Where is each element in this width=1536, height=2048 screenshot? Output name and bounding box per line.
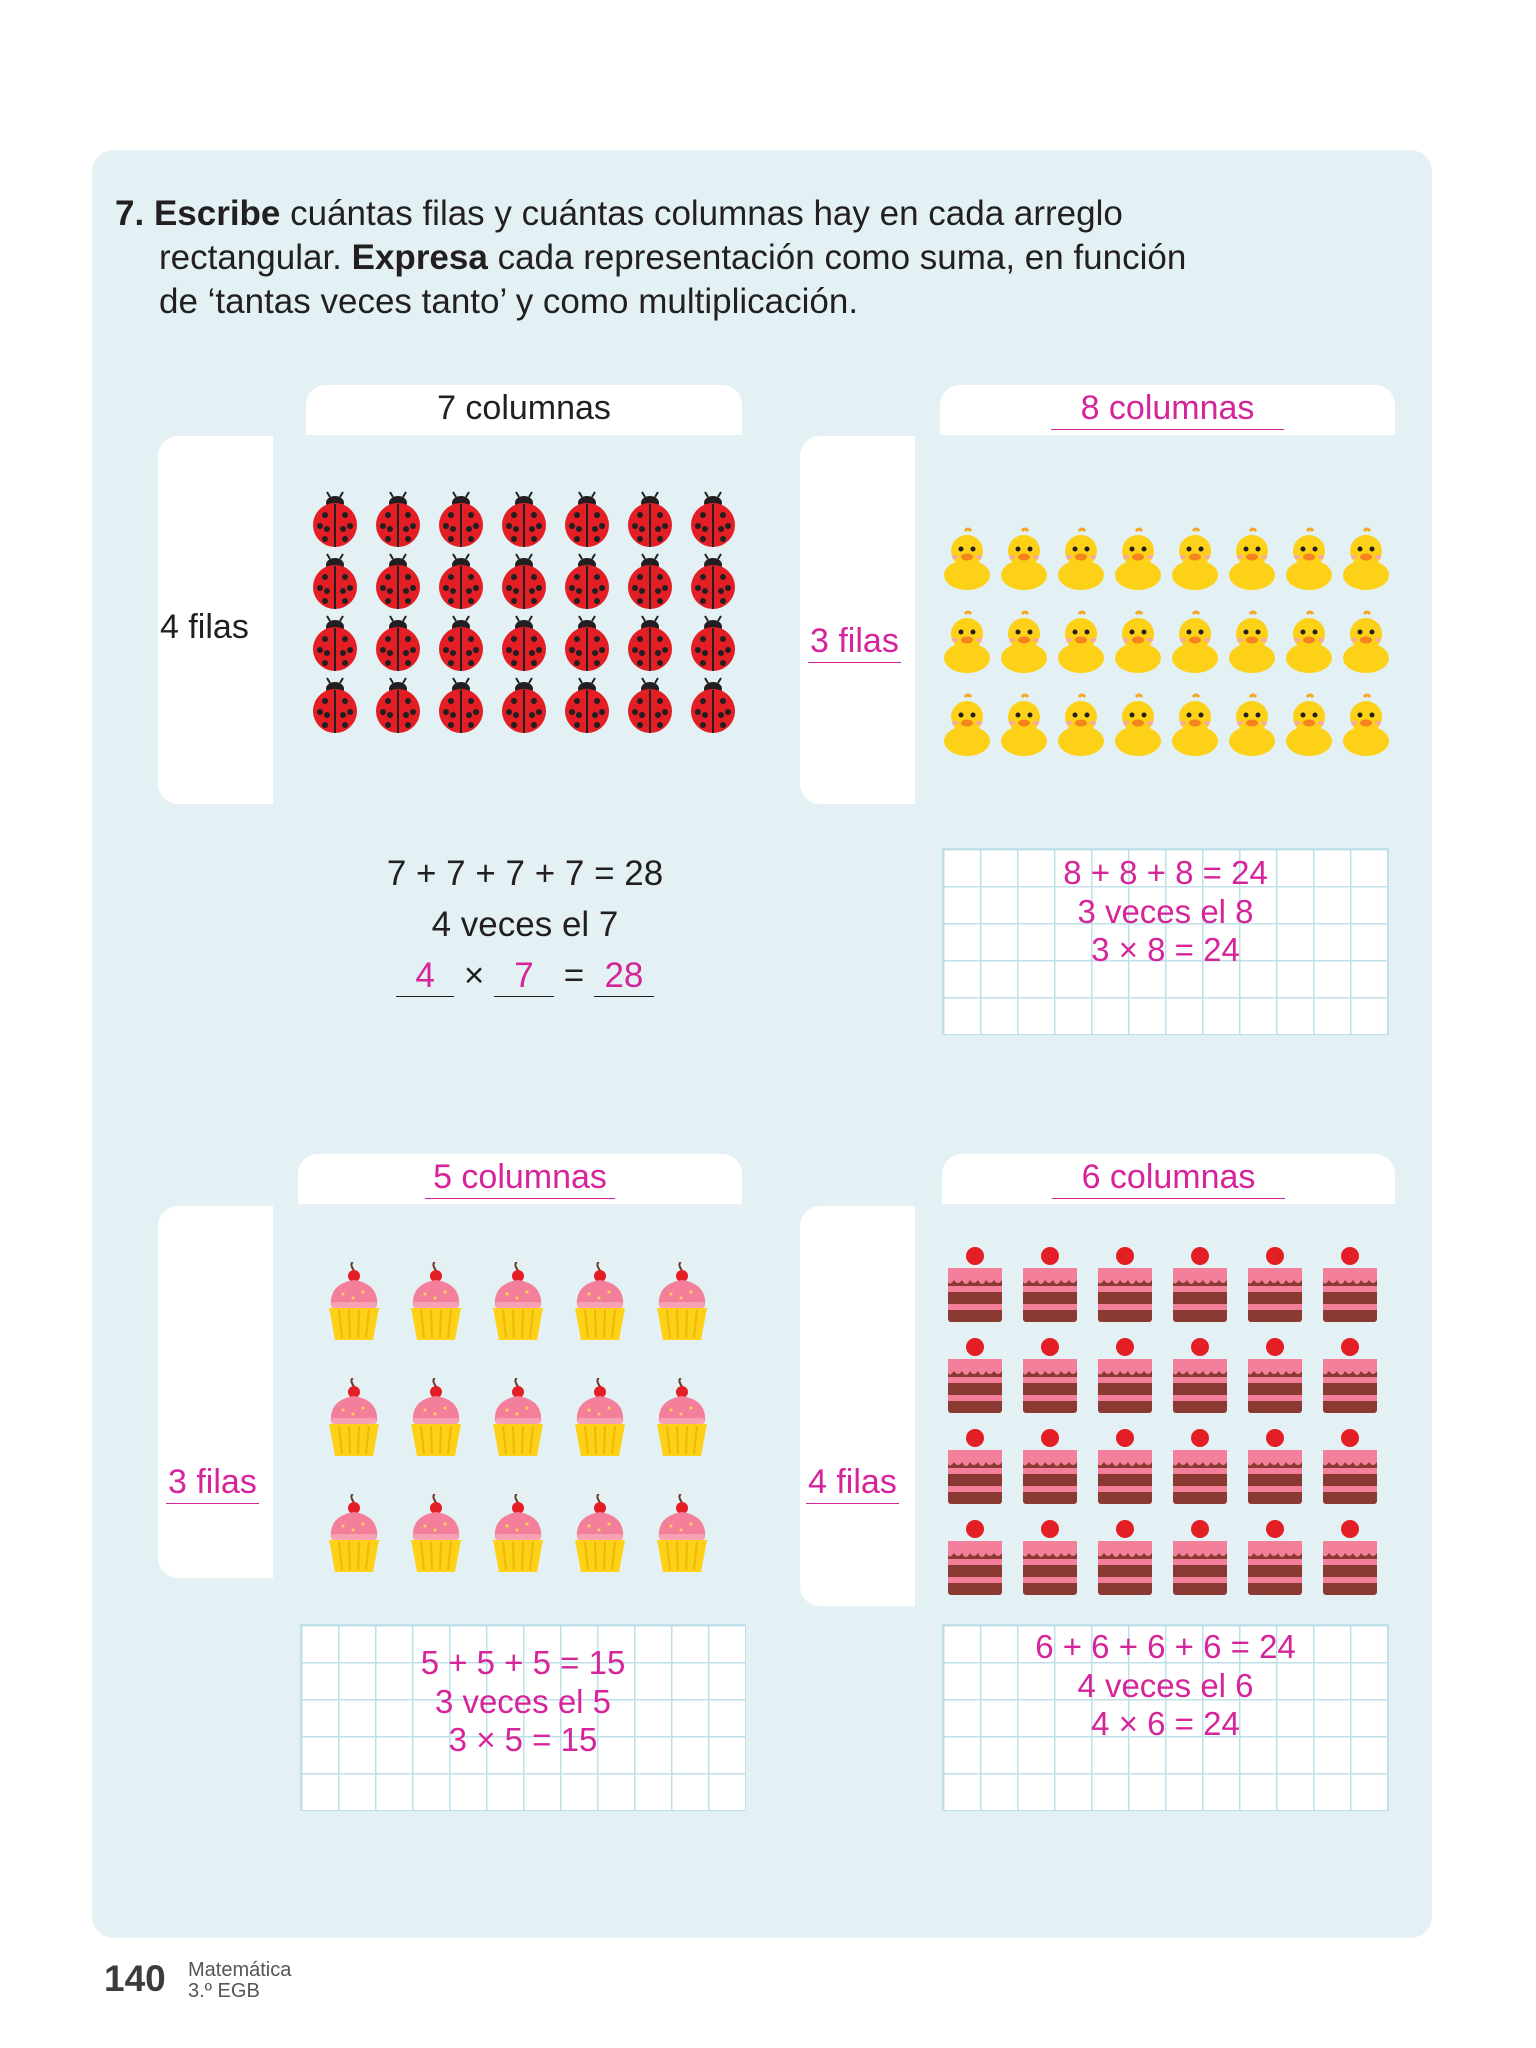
columns-tab-ducks [940,385,1395,435]
cupcake-icon [489,1262,571,1378]
ladybug-icon [687,491,750,553]
duck-icon [941,610,998,693]
ladybug-icon [624,615,687,677]
mult-result[interactable]: 28 [594,956,654,997]
rows-side-cakes [800,1206,915,1606]
answer-ducks [942,854,1389,970]
ladybug-icon [372,553,435,615]
duck-icon [1112,610,1169,693]
duck-icon [1340,527,1397,610]
sum-expression: 8 + 8 + 8 = 24 [1063,854,1268,891]
rows-label: 4 filas [160,608,249,646]
times-phrase: 3 veces el 5 [434,1682,612,1720]
ladybug-icon [309,553,372,615]
columns-label[interactable]: 8 columnas [1051,389,1285,430]
multiplication-expression: 4 × 6 = 24 [1091,1705,1240,1742]
mult-sign: × [463,956,485,995]
columns-tab-cupcakes [298,1154,742,1204]
ladybug-icon [309,491,372,553]
duck-icon [1112,693,1169,776]
multiplication-expression: 3 × 8 = 24 [1091,931,1240,968]
duck-array [941,527,1397,776]
cake-slice-icon [1171,1246,1246,1337]
rows-label[interactable]: 4 filas [806,1463,899,1504]
cake-slice-icon [1246,1428,1321,1519]
duck-icon [941,527,998,610]
cupcake-icon [571,1262,653,1378]
duck-icon [1055,693,1112,776]
cake-slice-icon [1246,1519,1321,1610]
duck-icon [1169,693,1226,776]
instruction-verb-expresa: Expresa [351,238,488,277]
sum-expression: 5 + 5 + 5 = 15 [420,1644,626,1681]
duck-icon [1226,527,1283,610]
cupcake-icon [571,1378,653,1494]
exercise-number: 7. [115,194,145,233]
ladybug-icon [498,553,561,615]
ladybug-icon [435,553,498,615]
ladybug-icon [561,677,624,739]
cupcake-icon [407,1262,489,1378]
cake-slice-icon [1021,1246,1096,1337]
cupcake-icon [407,1494,489,1610]
cake-slice-icon [1321,1519,1396,1610]
multiplication-expression [330,950,720,1001]
duck-icon [1169,610,1226,693]
answer-cupcakes [300,1644,746,1760]
ladybug-icon [687,677,750,739]
instruction-text-3: cada representación como suma, en función [487,238,1187,277]
times-phrase: 4 veces el 7 [431,905,619,944]
duck-icon [1226,610,1283,693]
cupcake-icon [653,1494,735,1610]
cake-slice-icon [1096,1519,1171,1610]
ladybug-icon [561,615,624,677]
cake-slice-icon [946,1337,1021,1428]
ladybug-icon [435,491,498,553]
ladybug-icon [372,677,435,739]
ladybug-icon [624,553,687,615]
cupcake-icon [571,1494,653,1610]
sum-expression: 7 + 7 + 7 + 7 = 28 [386,854,664,893]
cupcake-icon [653,1262,735,1378]
ladybug-array [309,491,750,739]
duck-icon [1283,693,1340,776]
duck-icon [1283,610,1340,693]
duck-icon [1055,527,1112,610]
cake-slice-icon [1171,1337,1246,1428]
ladybug-icon [309,677,372,739]
exercise-instruction [115,192,1375,324]
instruction-text-4: de ‘tantas veces tanto’ y como multiplicación. [159,282,859,321]
duck-icon [941,693,998,776]
duck-icon [1340,610,1397,693]
duck-icon [1112,527,1169,610]
ladybug-icon [435,677,498,739]
cupcake-icon [325,1378,407,1494]
rows-label[interactable]: 3 filas [808,622,901,663]
duck-icon [1169,527,1226,610]
columns-label[interactable]: 5 columnas [425,1158,615,1199]
cake-slice-icon [1321,1246,1396,1337]
ladybug-icon [498,615,561,677]
ladybug-icon [561,491,624,553]
subject-name: Matemática [188,1959,292,1981]
cake-slice-icon [1096,1246,1171,1337]
ladybug-icon [687,615,750,677]
rows-side-ducks [800,436,915,804]
columns-tab-ladybugs [306,385,742,435]
instruction-text-1: cuántas filas y cuántas columnas hay en cada arreglo [280,194,1123,233]
page-number: 140 [104,1958,166,1999]
columns-tab-cakes [942,1154,1395,1204]
ladybug-icon [435,615,498,677]
cake-slice-icon [1021,1428,1096,1519]
duck-icon [998,610,1055,693]
duck-icon [1283,527,1340,610]
rows-label-wrap [806,1463,899,1504]
duck-icon [1340,693,1397,776]
cake-slice-icon [946,1246,1021,1337]
ladybug-icon [498,677,561,739]
columns-label: 7 columnas [437,389,611,427]
ladybug-icon [498,491,561,553]
cake-slice-icon [1021,1337,1096,1428]
ladybug-icon [561,553,624,615]
footer-book-info [188,1960,291,2002]
cake-slice-icon [946,1519,1021,1610]
cake-slice-icon [1096,1428,1171,1519]
cake-slice-icon [1246,1337,1321,1428]
instruction-verb-escribe: Escribe [153,194,281,233]
mult-factor-a[interactable]: 4 [396,956,454,997]
cake-slice-icon [946,1428,1021,1519]
ladybug-icon [372,491,435,553]
cupcake-icon [325,1262,407,1378]
cake-slice-icon [1321,1337,1396,1428]
duck-icon [1055,610,1112,693]
cupcake-array [325,1262,735,1610]
cupcake-icon [653,1378,735,1494]
rows-label-wrap [166,1463,259,1504]
duck-icon [998,527,1055,610]
columns-label[interactable]: 6 columnas [1052,1158,1286,1199]
ladybug-icon [624,491,687,553]
ladybug-icon [372,615,435,677]
equals-sign: = [563,956,585,995]
ladybug-icon [624,677,687,739]
mult-factor-b[interactable]: 7 [494,956,554,997]
cupcake-icon [325,1494,407,1610]
ladybug-icon [687,553,750,615]
grade-level: 3.º EGB [188,1980,260,2002]
cake-slice-icon [1096,1337,1171,1428]
cake-slice-icon [1171,1519,1246,1610]
multiplication-expression: 3 × 5 = 15 [448,1721,598,1758]
times-phrase: 4 veces el 6 [1077,1666,1254,1704]
cake-slice-icon [1021,1519,1096,1610]
cake-slice-icon [1321,1428,1396,1519]
rows-label[interactable]: 3 filas [166,1463,259,1504]
duck-icon [1226,693,1283,776]
rows-label-wrap [808,622,901,663]
cupcake-icon [407,1378,489,1494]
rows-side-cupcakes [158,1206,273,1578]
sum-expression: 6 + 6 + 6 + 6 = 24 [1035,1628,1296,1665]
cake-slice-array [946,1246,1396,1610]
cupcake-icon [489,1494,571,1610]
cake-slice-icon [1246,1246,1321,1337]
answer-cakes [942,1628,1389,1744]
times-phrase: 3 veces el 8 [1077,892,1254,930]
cake-slice-icon [1171,1428,1246,1519]
answer-ladybugs [330,848,720,1001]
cupcake-icon [489,1378,571,1494]
ladybug-icon [309,615,372,677]
duck-icon [998,693,1055,776]
instruction-text-2: rectangular. [159,238,352,277]
